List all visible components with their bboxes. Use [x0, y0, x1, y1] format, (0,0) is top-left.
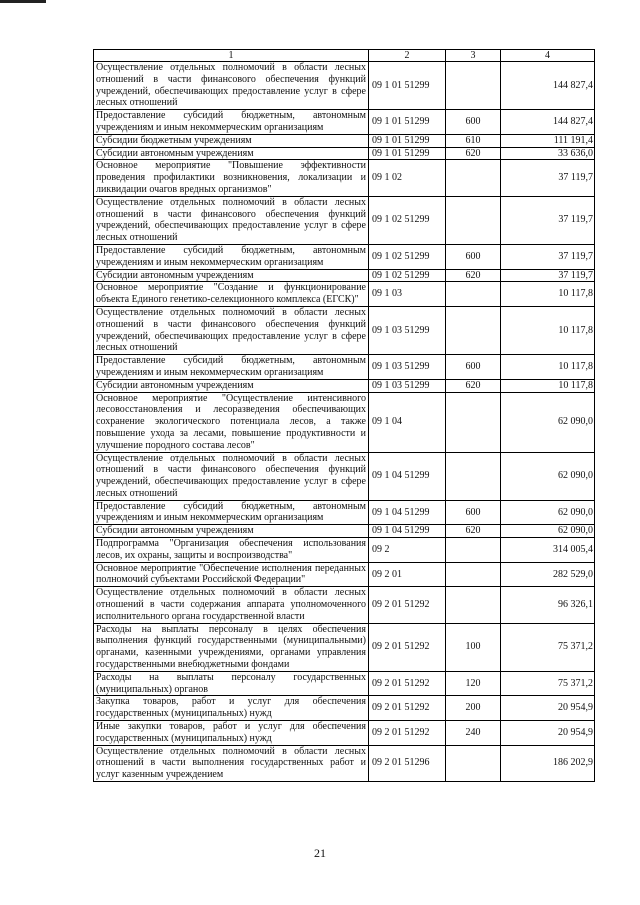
table-row: [94, 147, 595, 160]
row-description: Расходы на выплаты персоналу в целях обеспечения выполнения функций государственными (муниципальными) органами, казенными учреждениями, органами управления государственными внебюджетными фондами: [94, 623, 369, 671]
row-amount: 20 954,9: [501, 696, 595, 721]
table-row: [94, 500, 595, 525]
row-description: Расходы на выплаты персоналу государственных (муниципальных) органов: [94, 671, 369, 696]
row-amount: 62 090,0: [501, 452, 595, 500]
row-description: Предоставление субсидий бюджетным, автономным учреждениям и иным некоммерческим организациям: [94, 500, 369, 525]
table-row: [94, 134, 595, 147]
row-amount: 62 090,0: [501, 392, 595, 452]
row-amount: 144 827,4: [501, 110, 595, 135]
table-row: [94, 721, 595, 746]
row-expense-type: 600: [446, 355, 501, 380]
row-amount: 10 117,8: [501, 355, 595, 380]
table-row: [94, 623, 595, 671]
row-code: 09 1 01 51299: [369, 62, 446, 110]
row-expense-type: 620: [446, 525, 501, 538]
table-header-row: [94, 50, 595, 62]
budget-table: [93, 49, 595, 782]
row-expense-type: 620: [446, 379, 501, 392]
row-expense-type: [446, 562, 501, 587]
row-code: 09 2: [369, 538, 446, 563]
row-amount: 62 090,0: [501, 500, 595, 525]
row-amount: 96 326,1: [501, 587, 595, 623]
row-amount: 282 529,0: [501, 562, 595, 587]
row-description: Иные закупки товаров, работ и услуг для обеспечения государственных (муниципальных) нужд: [94, 721, 369, 746]
budget-table-container: [93, 49, 594, 782]
row-amount: 10 117,8: [501, 379, 595, 392]
row-expense-type: 620: [446, 269, 501, 282]
row-expense-type: 120: [446, 671, 501, 696]
row-amount: 37 119,7: [501, 244, 595, 269]
table-row: [94, 269, 595, 282]
row-expense-type: 600: [446, 244, 501, 269]
row-code: 09 1 03: [369, 282, 446, 307]
row-code: 09 1 03 51299: [369, 306, 446, 354]
row-code: 09 2 01 51292: [369, 623, 446, 671]
row-code: 09 1 02 51299: [369, 244, 446, 269]
row-code: 09 2 01: [369, 562, 446, 587]
table-row: [94, 306, 595, 354]
row-code: 09 1 04 51299: [369, 452, 446, 500]
row-code: 09 1 01 51299: [369, 110, 446, 135]
row-expense-type: [446, 392, 501, 452]
header-col-2: 2: [369, 50, 446, 62]
row-expense-type: [446, 587, 501, 623]
row-code: 09 1 04: [369, 392, 446, 452]
row-description: Основное мероприятие "Обеспечение исполнения переданных полномочий субъектами Российской Федерации": [94, 562, 369, 587]
row-expense-type: 240: [446, 721, 501, 746]
row-amount: 37 119,7: [501, 160, 595, 196]
table-row: [94, 745, 595, 781]
row-description: Осуществление отдельных полномочий в области лесных отношений в части финансового обеспечения функций учреждений, обеспечивающих предоставление услуг в сфере лесных отношений: [94, 306, 369, 354]
row-expense-type: [446, 538, 501, 563]
row-amount: 186 202,9: [501, 745, 595, 781]
table-row: [94, 355, 595, 380]
row-code: 09 2 01 51292: [369, 696, 446, 721]
table-row: [94, 525, 595, 538]
header-col-1: 1: [94, 50, 369, 62]
row-amount: 20 954,9: [501, 721, 595, 746]
row-description: Субсидии автономным учреждениям: [94, 525, 369, 538]
row-amount: 10 117,8: [501, 282, 595, 307]
row-amount: 33 636,0: [501, 147, 595, 160]
row-code: 09 2 01 51292: [369, 671, 446, 696]
row-code: 09 1 03 51299: [369, 355, 446, 380]
row-description: Предоставление субсидий бюджетным, автономным учреждениям и иным некоммерческим организациям: [94, 110, 369, 135]
row-description: Подпрограмма "Организация обеспечения использования лесов, их охраны, защиты и воспроизводства": [94, 538, 369, 563]
row-expense-type: [446, 62, 501, 110]
table-row: [94, 538, 595, 563]
row-description: Предоставление субсидий бюджетным, автономным учреждениям и иным некоммерческим организациям: [94, 244, 369, 269]
table-row: [94, 587, 595, 623]
row-expense-type: 600: [446, 500, 501, 525]
table-row: [94, 696, 595, 721]
row-code: 09 1 03 51299: [369, 379, 446, 392]
row-amount: 10 117,8: [501, 306, 595, 354]
row-amount: 75 371,2: [501, 623, 595, 671]
table-row: [94, 160, 595, 196]
row-expense-type: [446, 196, 501, 244]
row-expense-type: [446, 282, 501, 307]
row-description: Субсидии бюджетным учреждениям: [94, 134, 369, 147]
row-amount: 111 191,4: [501, 134, 595, 147]
row-description: Субсидии автономным учреждениям: [94, 379, 369, 392]
row-expense-type: 100: [446, 623, 501, 671]
row-expense-type: 620: [446, 147, 501, 160]
row-amount: 144 827,4: [501, 62, 595, 110]
row-expense-type: [446, 160, 501, 196]
row-code: 09 2 01 51292: [369, 587, 446, 623]
table-row: [94, 244, 595, 269]
row-amount: 314 005,4: [501, 538, 595, 563]
row-expense-type: [446, 306, 501, 354]
table-row: [94, 452, 595, 500]
row-description: Основное мероприятие "Повышение эффективности проведения профилактики возникновения, локализации и ликвидации очагов вредных организмов": [94, 160, 369, 196]
table-row: [94, 379, 595, 392]
row-description: Закупка товаров, работ и услуг для обеспечения государственных (муниципальных) нужд: [94, 696, 369, 721]
row-description: Субсидии автономным учреждениям: [94, 147, 369, 160]
row-description: Осуществление отдельных полномочий в области лесных отношений в части содержания аппарата уполномоченного исполнительного органа государственной власти: [94, 587, 369, 623]
row-amount: 37 119,7: [501, 269, 595, 282]
row-description: Осуществление отдельных полномочий в области лесных отношений в части финансового обеспечения функций учреждений, обеспечивающих предоставление услуг в сфере лесных отношений: [94, 196, 369, 244]
row-code: 09 1 04 51299: [369, 500, 446, 525]
page-number: 21: [314, 846, 326, 860]
table-row: [94, 196, 595, 244]
row-expense-type: [446, 745, 501, 781]
row-description: Предоставление субсидий бюджетным, автономным учреждениям и иным некоммерческим организациям: [94, 355, 369, 380]
table-row: [94, 562, 595, 587]
scan-corner-mark: [0, 0, 46, 3]
row-expense-type: [446, 452, 501, 500]
table-row: [94, 671, 595, 696]
row-description: Основное мероприятие "Осуществление интенсивного лесовосстановления и лесоразведения обеспечивающих сохранение экологического потенциала лесов, а также повышение ухода за лесами, повышение продуктивности и улучшение породного состава лесов": [94, 392, 369, 452]
header-col-4: 4: [501, 50, 595, 62]
row-code: 09 1 01 51299: [369, 147, 446, 160]
row-amount: 62 090,0: [501, 525, 595, 538]
row-expense-type: 610: [446, 134, 501, 147]
row-amount: 37 119,7: [501, 196, 595, 244]
row-code: 09 1 02 51299: [369, 269, 446, 282]
table-row: [94, 282, 595, 307]
row-description: Осуществление отдельных полномочий в области лесных отношений в части выполнения государственных работ и услуг казенным учреждением: [94, 745, 369, 781]
row-amount: 75 371,2: [501, 671, 595, 696]
row-code: 09 2 01 51296: [369, 745, 446, 781]
row-expense-type: 600: [446, 110, 501, 135]
row-code: 09 1 02: [369, 160, 446, 196]
table-row: [94, 62, 595, 110]
row-code: 09 1 04 51299: [369, 525, 446, 538]
row-description: Осуществление отдельных полномочий в области лесных отношений в части финансового обеспечения функций учреждений, обеспечивающих предоставление услуг в сфере лесных отношений: [94, 62, 369, 110]
table-row: [94, 110, 595, 135]
row-code: 09 1 02 51299: [369, 196, 446, 244]
row-description: Основное мероприятие "Создание и функционирование объекта Единого генетико-селекционного комплекса (ЕГСК)": [94, 282, 369, 307]
table-row: [94, 392, 595, 452]
row-code: 09 2 01 51292: [369, 721, 446, 746]
row-description: Осуществление отдельных полномочий в области лесных отношений в части финансового обеспечения функций учреждений, обеспечивающих предоставление услуг в сфере лесных отношений: [94, 452, 369, 500]
header-col-3: 3: [446, 50, 501, 62]
row-expense-type: 200: [446, 696, 501, 721]
row-description: Субсидии автономным учреждениям: [94, 269, 369, 282]
row-code: 09 1 01 51299: [369, 134, 446, 147]
